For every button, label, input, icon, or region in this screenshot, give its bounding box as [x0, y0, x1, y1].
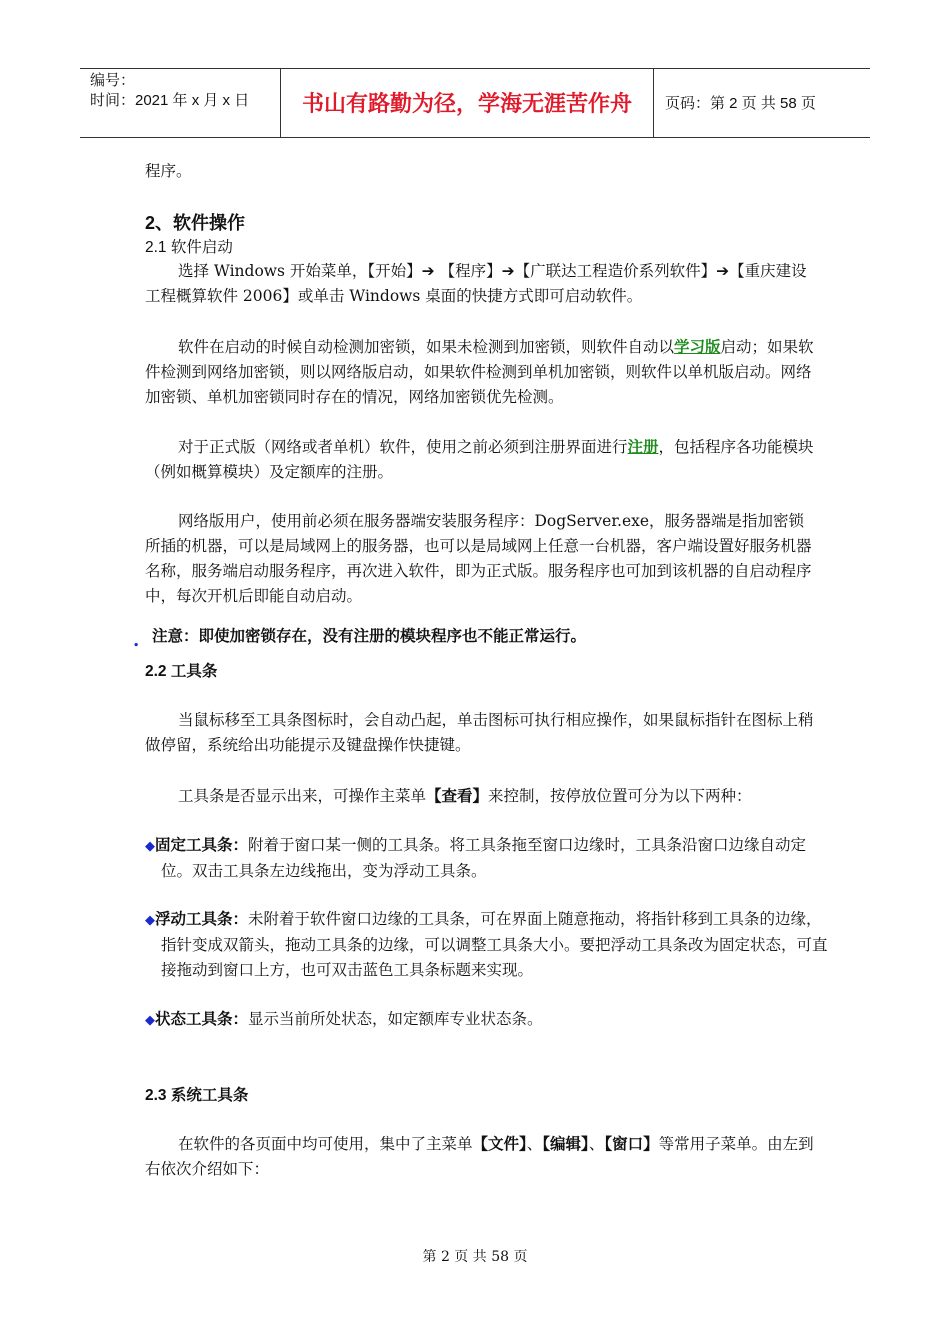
header-meta [90, 71, 249, 111]
section-2-1-title: 2.1 软件启动 [145, 239, 233, 256]
bullet-floating-toolbar: ◆浮动工具条：未附着于软件窗口边缘的工具条，可在界面上随意拖动，将指针移到工具条的边缘，指针变成双箭头，拖动工具条的边缘，可以调整工具条大小。要把浮动工具条改为固定状态，可直接拖动到窗口上方，也可双击蓝色工具条标题来实现。 [145, 909, 828, 979]
header-time: 时间：2021 年 x 月 x 日 [90, 92, 250, 109]
s22-paragraph-2: 工具条是否显示出来，可操作主菜单【查看】来控制，按停放位置可分为以下两种： [178, 786, 752, 805]
continuation-text: 程序。 [145, 162, 192, 180]
page-header [80, 68, 870, 138]
learning-edition-link[interactable]: 学习版 [674, 337, 721, 356]
header-divider [653, 69, 654, 137]
diamond-bullet-icon: ◆ [145, 913, 155, 928]
s21-paragraph-3: 对于正式版（网络或者单机）软件，使用之前必须到注册界面进行注册，包括程序各功能模块（例如概算模块）及定额库的注册。 [145, 437, 814, 481]
header-motto: 书山有路勤为径，学海无涯苦作舟 [301, 91, 632, 117]
header-page-info: 页码：第 2 页 共 58 页 [665, 95, 816, 112]
section-2-3-title: 2.3 系统工具条 [145, 1087, 249, 1104]
note-text: 注意：即使加密锁存在，没有注册的模块程序也不能正常运行。 [152, 626, 587, 645]
register-link[interactable]: 注册 [627, 437, 659, 456]
s22-paragraph-1: 当鼠标移至工具条图标时，会自动凸起，单击图标可执行相应操作，如果鼠标指针在图标上稍做停留，系统给出功能提示及键盘操作快捷键。 [145, 711, 814, 754]
s23-paragraph-1: 在软件的各页面中均可使用，集中了主菜单【文件】、【编辑】、【窗口】等常用子菜单。由左到右依次介绍如下： [145, 1134, 814, 1178]
bullet-status-toolbar: ◆状态工具条：显示当前所处状态，如定额库专业状态条。 [145, 1009, 543, 1028]
s21-paragraph-2: 软件在启动的时候自动检测加密锁，如果未检测到加密锁，则软件自动以学习版启动；如果软件检测到网络加密锁，则以网络版启动，如果软件检测到单机加密锁，则软件以单机版启动。网络加密锁、单机加密锁同时存在的情况，网络加密锁优先检测。 [145, 337, 814, 406]
note-marker: . [133, 630, 140, 651]
s21-paragraph-4: 网络版用户，使用前必须在服务器端安装服务程序：DogServer.exe，服务器端是指加密锁所插的机器，可以是局域网上的服务器，也可以是局域网上任意一台机器，客户端设置好服务机器名称，服务端启动服务程序，再次进入软件，即为正式版。服务程序也可加到该机器的自启动程序中，每次开机后即能自动启动。 [145, 512, 812, 605]
section-2-title: 2、软件操作 [145, 213, 246, 233]
header-number: 编号： [90, 72, 136, 89]
page-footer: 第 2 页 共 58 页 [422, 1249, 528, 1265]
bullet-fixed-toolbar: ◆固定工具条：附着于窗口某一侧的工具条。将工具条拖至窗口边缘时，工具条沿窗口边缘自动定位。双击工具条左边线拖出，变为浮动工具条。 [145, 835, 807, 880]
diamond-bullet-icon: ◆ [145, 1013, 155, 1028]
section-2-2-title: 2.2 工具条 [145, 663, 218, 680]
s21-paragraph-1: 选择 Windows 开始菜单，【开始】➔ 【程序】➔【广联达工程造价系列软件】➔【重庆建设工程概算软件 2006】或单击 Windows 桌面的快捷方式即可启动软件。 [145, 262, 807, 305]
diamond-bullet-icon: ◆ [145, 839, 155, 854]
